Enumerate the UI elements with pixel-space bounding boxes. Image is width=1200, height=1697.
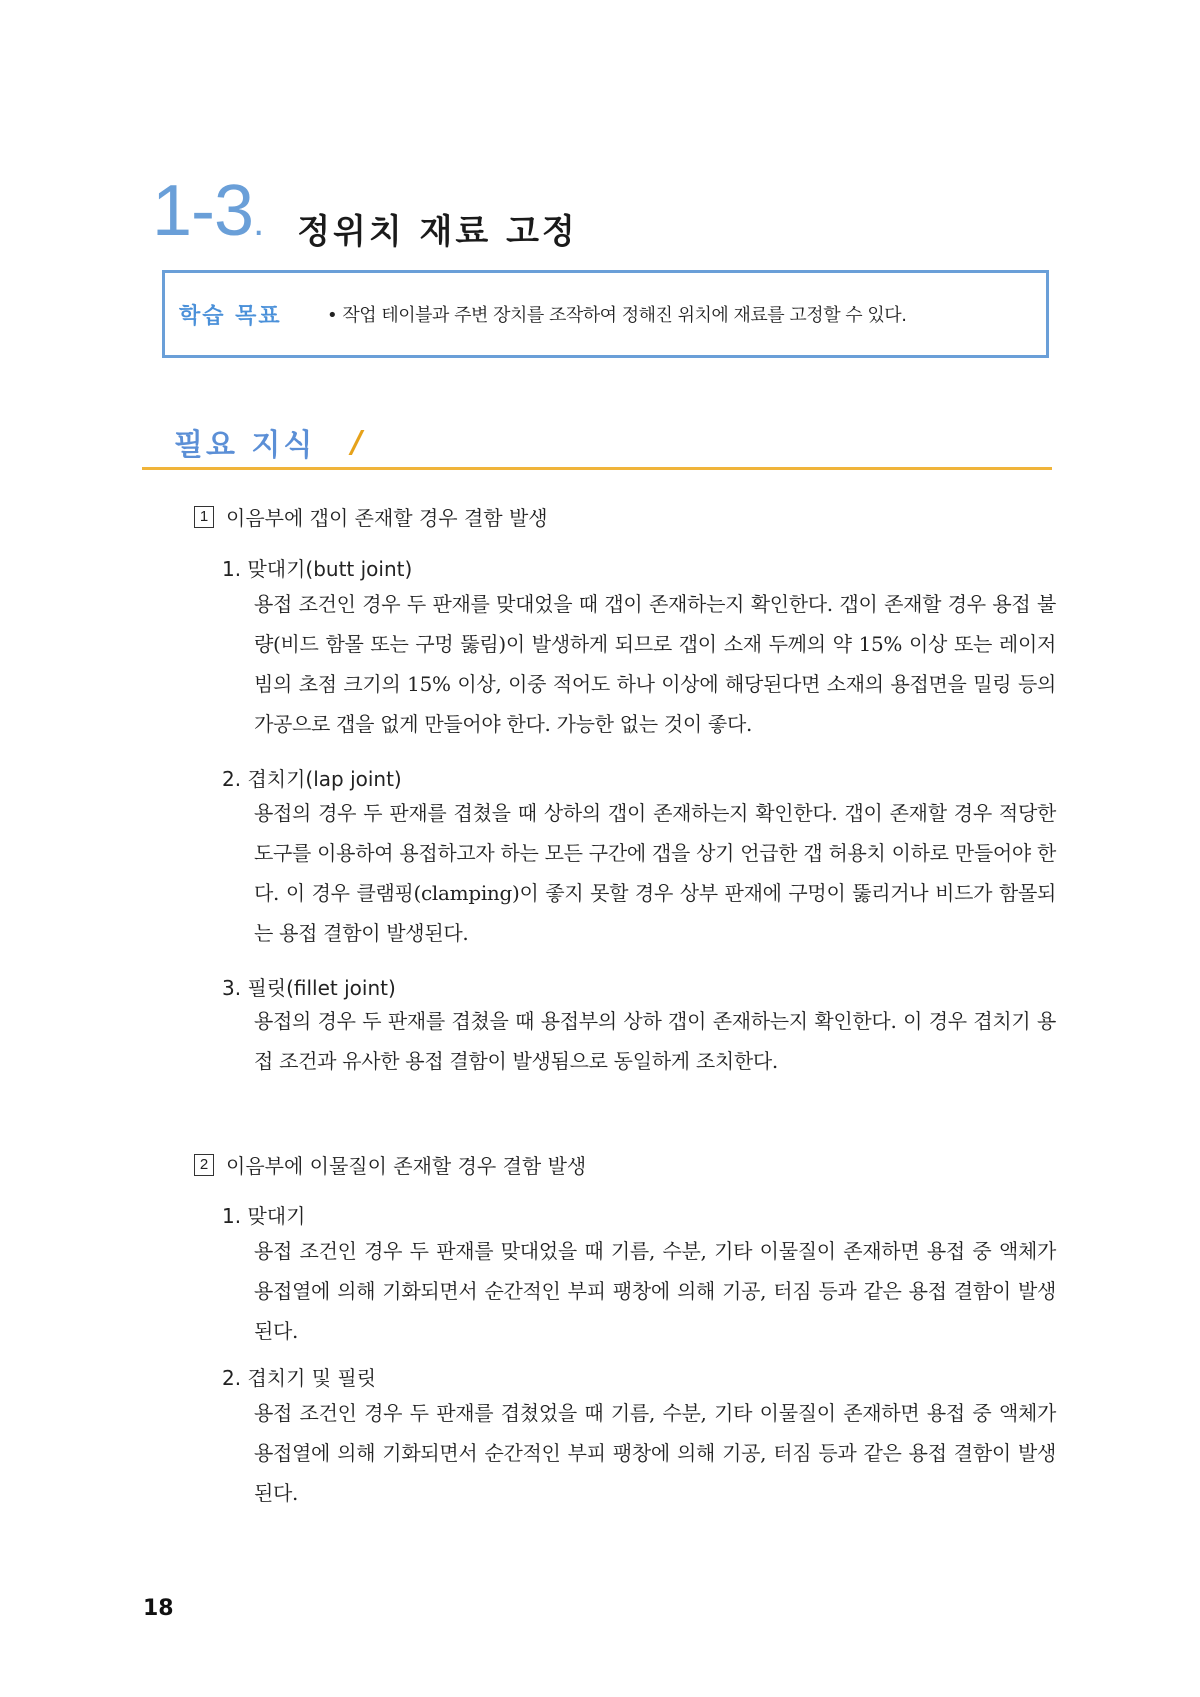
chapter-number: 1-3. [152, 171, 264, 251]
section-divider [142, 467, 1052, 470]
section-heading [174, 420, 362, 464]
subtopic-title: 2. 겹치기(lap joint) [222, 767, 402, 791]
learning-objective-text: • 작업 테이블과 주변 장치를 조작하여 정해진 위치에 재료를 고정할 수 있다. [327, 305, 907, 326]
paragraph: 용접의 경우 두 판재를 겹쳤을 때 용접부의 상하 갭이 존재하는지 확인한다. 이 경우 겹치기 용접 조건과 유사한 용접 결함이 발생됨으로 동일하게 조치한다. [254, 1009, 1056, 1073]
learning-objective-label: 학습 목표 [179, 303, 282, 329]
paragraph: 용접 조건인 경우 두 판재를 겹쳤었을 때 기름, 수분, 기타 이물질이 존재하면 용접 중 액체가 용접열에 의해 기화되면서 순간적인 부피 팽창에 의해 기공, 터짐 등과 같은 용접 결함이 발생된다. [254, 1401, 1056, 1505]
subtopic-title: 1. 맞대기(butt joint) [222, 557, 413, 581]
subtopic-title: 3. 필릿(fillet joint) [222, 976, 396, 1000]
section-title: 필요 지식 [174, 428, 316, 463]
paragraph: 용접 조건인 경우 두 판재를 맞대었을 때 갭이 존재하는지 확인한다. 갭이 존재할 경우 용접 불량(비드 함몰 또는 구멍 뚫림)이 발생하게 되므로 갭이 소재 두께의 약 15% 이상 또는 레이저 빔의 초점 크기의 15% 이상, 이중 적어도 하나 이상에 해당된다면 소재의 용접면을 밀링 등의 가공으로 갭을 없게 만들어야 한다. 가능한 없는 것이 좋다. [254, 592, 1056, 736]
topic-title: 이음부에 이물질이 존재할 경우 결함 발생 [226, 1154, 587, 1178]
paragraph: 용접의 경우 두 판재를 겹쳤을 때 상하의 갭이 존재하는지 확인한다. 갭이 존재할 경우 적당한 도구를 이용하여 용접하고자 하는 모든 구간에 갭을 상기 언급한 갭 허용치 이하로 만들어야 한다. 이 경우 클램핑(clamping)이 좋지 못할 경우 상부 판재에 구멍이 뚫리거나 비드가 함몰되는 용접 결함이 발생된다. [254, 801, 1056, 945]
paragraph: 용접 조건인 경우 두 판재를 맞대었을 때 기름, 수분, 기타 이물질이 존재하면 용접 중 액체가 용접열에 의해 기화되면서 순간적인 부피 팽창에 의해 기공, 터짐 등과 같은 용접 결함이 발생된다. [254, 1239, 1056, 1343]
topic-title: 이음부에 갭이 존재할 경우 결함 발생 [226, 506, 548, 530]
learning-objective-box [162, 270, 1049, 358]
section-slash-mark: / [351, 424, 363, 460]
subtopic-title: 2. 겹치기 및 필릿 [222, 1366, 377, 1390]
page-number: 18 [143, 1596, 174, 1621]
page-title [152, 171, 578, 258]
chapter-title: 정위치 재료 고정 [297, 212, 578, 252]
topic-heading-2 [194, 1150, 586, 1179]
subtopic-title: 1. 맞대기 [222, 1204, 306, 1228]
topic-number-box: 2 [194, 1154, 214, 1176]
topic-number-box: 1 [194, 506, 214, 528]
topic-heading-1 [194, 502, 548, 531]
